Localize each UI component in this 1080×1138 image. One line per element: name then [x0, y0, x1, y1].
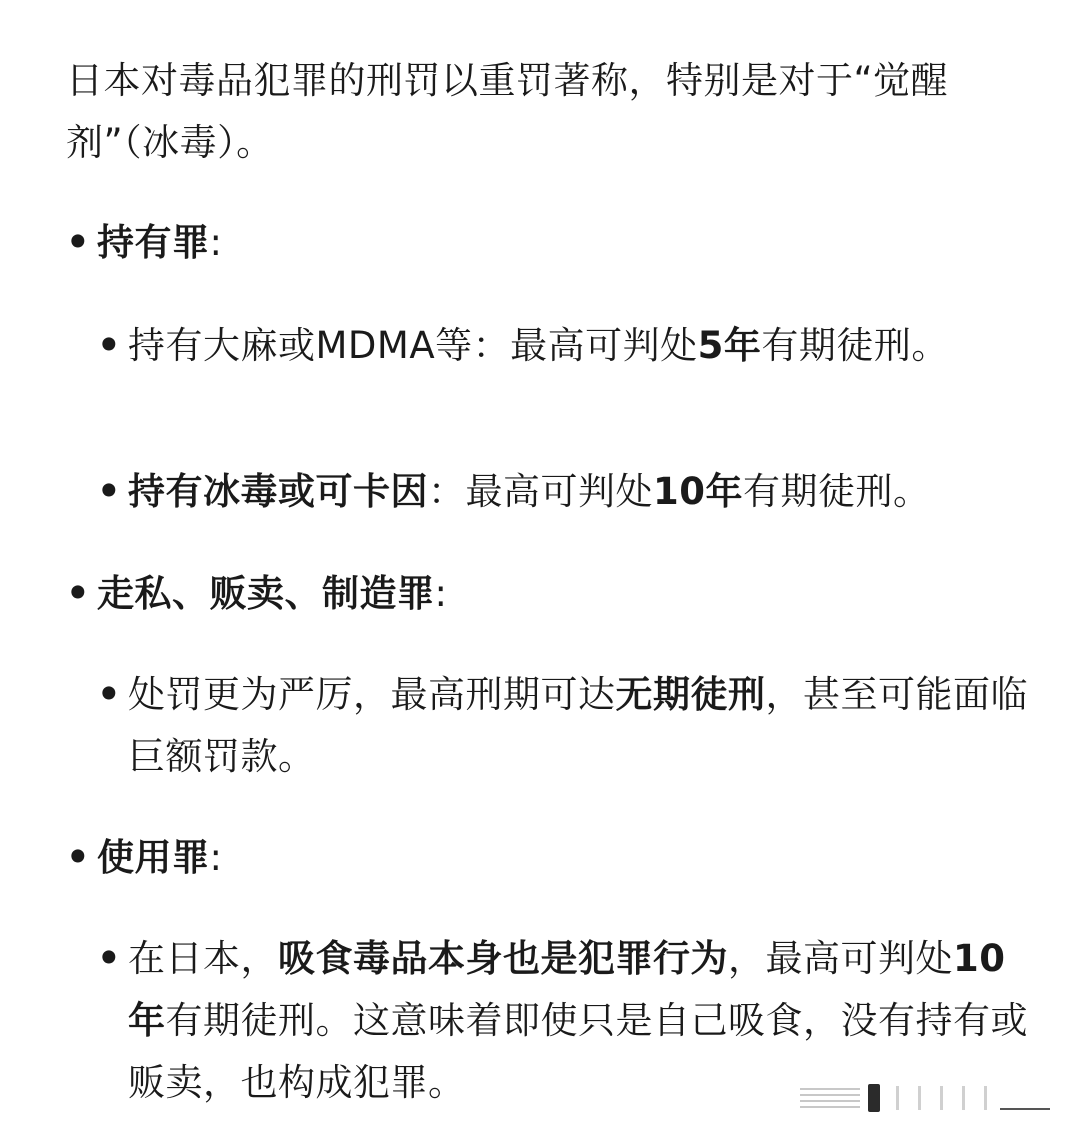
item-bold: 10年 [128, 937, 1006, 1042]
item-text: 有期徒刑。 [743, 470, 931, 513]
bullet-dot: • [66, 221, 91, 264]
scroll-thumb[interactable] [868, 1084, 880, 1112]
scroll-track-line [1000, 1108, 1050, 1110]
heading-colon: : [209, 836, 223, 879]
item-text: ：最高可判处 [428, 470, 653, 513]
bullet-dot: • [97, 937, 122, 980]
bullet-dot: • [66, 572, 91, 615]
horizontal-scrollbar[interactable] [800, 1082, 1060, 1114]
trafficking-item-penalty [97, 664, 1028, 788]
possession-item-meth [97, 461, 1028, 523]
intro-paragraph: 日本对毒品犯罪的刑罚以重罚著称，特别是对于“觉醒剂”（冰毒）。 [66, 59, 949, 164]
scroll-tick [918, 1086, 921, 1110]
scroll-tick [940, 1086, 943, 1110]
item-bold: 无期徒刑 [615, 673, 766, 716]
item-text: 有期徒刑。 [761, 324, 949, 367]
item-bold: 吸食毒品本身也是犯罪行为 [278, 937, 728, 980]
scroll-track-line [800, 1100, 860, 1102]
item-text: 持有大麻或MDMA等：最高可判处 [128, 324, 698, 367]
item-text: ，甚至可能面临巨额罚款。 [128, 673, 1028, 778]
item-text: 有期徒刑。这意味着即使只是自己吸食，没有持有或贩卖，也构成犯罪。 [128, 999, 1028, 1104]
bullet-dot: • [97, 324, 122, 367]
item-bold: 持有冰毒或可卡因 [128, 470, 428, 513]
item-bold: 5年 [697, 324, 762, 367]
item-text: 在日本， [128, 937, 278, 980]
heading-colon: : [209, 221, 223, 264]
scroll-tick [984, 1086, 987, 1110]
section-trafficking [66, 563, 1037, 625]
scroll-track-line [800, 1088, 860, 1090]
scroll-tick [896, 1086, 899, 1110]
scroll-tick [962, 1086, 965, 1110]
item-bold: 10年 [653, 470, 743, 513]
bullet-dot: • [66, 836, 91, 879]
section-heading: 持有罪 [97, 221, 210, 264]
section-possession [66, 212, 1037, 274]
section-heading: 使用罪 [97, 836, 210, 879]
item-text: ，最高可判处 [728, 937, 953, 980]
section-heading: 走私、贩卖、制造罪 [97, 572, 435, 615]
bullet-dot: • [97, 673, 122, 716]
scroll-track-line [800, 1094, 860, 1096]
section-use [66, 827, 1037, 889]
bullet-dot: • [97, 470, 122, 513]
heading-colon: : [434, 572, 448, 615]
possession-item-cannabis [97, 315, 1028, 377]
item-text: 处罚更为严厉，最高刑期可达 [128, 673, 616, 716]
scroll-track-line [800, 1106, 860, 1108]
